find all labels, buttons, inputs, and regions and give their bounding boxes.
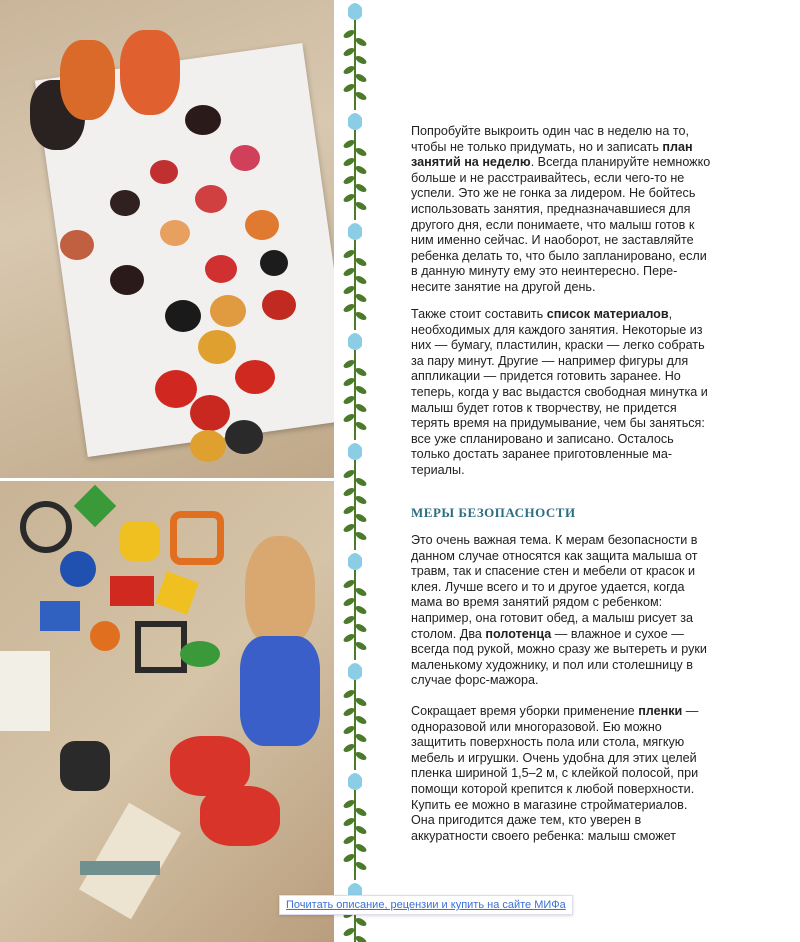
ladybug [185,105,221,135]
paper-strip [80,861,160,875]
ladybug [210,295,246,327]
felt-ring [20,501,72,553]
ladybug [235,360,275,394]
book [0,651,50,731]
ladybug [198,330,236,364]
felt-shape [40,601,80,631]
ornament-motif [342,3,367,110]
felt-shape [74,485,116,527]
section-heading-safety: МЕРЫ БЕЗОПАСНОСТИ [411,505,576,520]
paragraph-materials: Также стоит составить список материалов, необходимых для каждого занятия. Некоторые из них — бумагу, пластилин, краски — легко собрать за пару минут. Другие — например фигуры для аппликации — придется готовить заранее. Но теперь, когда у вас выдастся свободная минутка и малыш будет готов к творчеству, не придется терять время на придумывание, чем бы заняться: все уже спланировано и записано. Осталось только достать заранее приготовленные материалы. [411,307,708,477]
ornament-motif [342,113,367,220]
ladybug [260,250,288,276]
ornament-motif [342,663,367,770]
photo-child-felt-shapes [0,481,334,942]
photo-toys-ladybugs [0,0,334,478]
ladybug [165,300,201,332]
ladybug [155,370,197,408]
felt-shape [155,571,199,615]
felt-shape [110,576,154,606]
floral-border-ornament [340,0,370,942]
felt-shape [60,551,96,587]
ladybug [245,210,279,240]
buy-book-link[interactable]: Почитать описание, рецензии и купить на сайте МИФа [279,895,573,915]
toy-orange-mouse [60,40,115,120]
ladybug [60,230,94,260]
ladybug [190,430,226,462]
ornament-motif [342,773,367,880]
child [245,536,315,646]
toy-red-mouse [120,30,180,115]
felt-shape [170,511,224,565]
ladybug [160,220,190,246]
ladybug [110,265,144,295]
ladybug [262,290,296,320]
ladybug [225,420,263,454]
ladybug [190,395,230,431]
ladybug [150,160,178,184]
ornament-motif [342,443,367,550]
felt-shape [120,521,160,561]
ladybug [195,185,227,213]
felt-shape [90,621,120,651]
child-shirt [240,636,320,746]
paragraph-safety: Это очень важная тема. К мерам безопасности в данном случае относятся как защита малыша от травм, так и спасение стен и мебели от красок и клея. Лучше всего и то и другое удается, когда мама во время занятий рядом с ребенком: например, она готовит обед, а малыш рисует за столом. Два полотенца — влажное и сухое — всегда под рукой, можно сразу же вытереть и руки маленькому художнику, и пол или столешницу в случае форс-мажора. [411,533,707,688]
ladybug [205,255,237,283]
paragraph-planning: Попробуйте выкроить один час в неделю на то, чтобы не только придумать, но и записать план занятий на неделю. Всегда планируйте немножко больше и не расстраивайтесь, если чего-то не успели. Это же не гонка за лидером. Не бойтесь использовать занятия, предназначавшиеся для другого дня, если понимаете, что малыш готов к ним именно сейчас. И наоборот, не заставляйте ребенка делать то, что было запланировано, если в данную минуту ему это неинтересно. Перенесите занятие на другой день. [411,124,711,294]
felt-shape [180,641,220,667]
felt-butterfly [200,786,280,846]
felt-shape [135,621,187,673]
ornament-motif [342,553,367,660]
felt-flower [60,741,110,791]
ladybug [230,145,260,171]
ladybug [110,190,140,216]
ornament-motif [342,333,367,440]
paragraph-film: Сокращает время уборки применение пленки — одноразовой или многоразовой. Ею можно защитить поверхность пола или стола, мягкую мебель и игрушки. Очень удобна для этих целей пленка шириной 1,5–2 м, с клейкой полосой, при помощи которой крепится к любой поверхности. Купить ее можно в магазине стройматериалов. Она пригодится даже тем, кто уверен в аккуратности своего ребенка: малыш сможет [411,704,699,843]
ornament-motif [342,223,367,330]
